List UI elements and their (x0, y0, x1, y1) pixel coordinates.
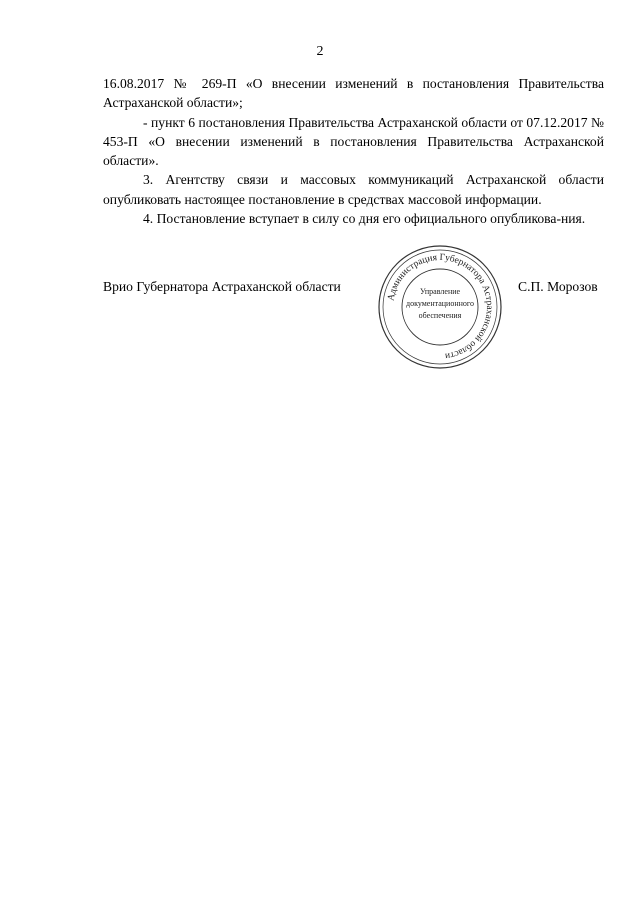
paragraph-3: 3. Агентству связи и массовых коммуникаций Астраханской области опубликовать настоящее постановление в средствах массовой информации. (103, 172, 604, 207)
paragraph-4: 4. Постановление вступает в силу со дня его официального опубликова-ния. (143, 211, 586, 227)
signatory-title: Врио Губернатора Астраханской области (103, 279, 341, 294)
seal-center-line-3: обеспечения (418, 311, 462, 320)
page-number: 2 (316, 44, 324, 59)
seal-center-line-2: документационного (406, 299, 474, 308)
paragraph-continuation: 16.08.2017 № 269-П «О внесении изменений в постановления Правительства Астраханской области»; (103, 76, 604, 111)
seal-center-line-1: Управление (419, 287, 461, 296)
paragraph-list-item: - пункт 6 постановления Правительства Астраханской области от 07.12.2017 № 453-П «О внесении изменений в постановления Правительства Астраханской области». (103, 114, 604, 169)
document-body (103, 74, 604, 228)
seal-ring-text: Администрация Губернатора Астраханской области (386, 252, 495, 361)
signatory-name: С.П. Морозов (518, 279, 598, 294)
official-seal (376, 243, 504, 371)
